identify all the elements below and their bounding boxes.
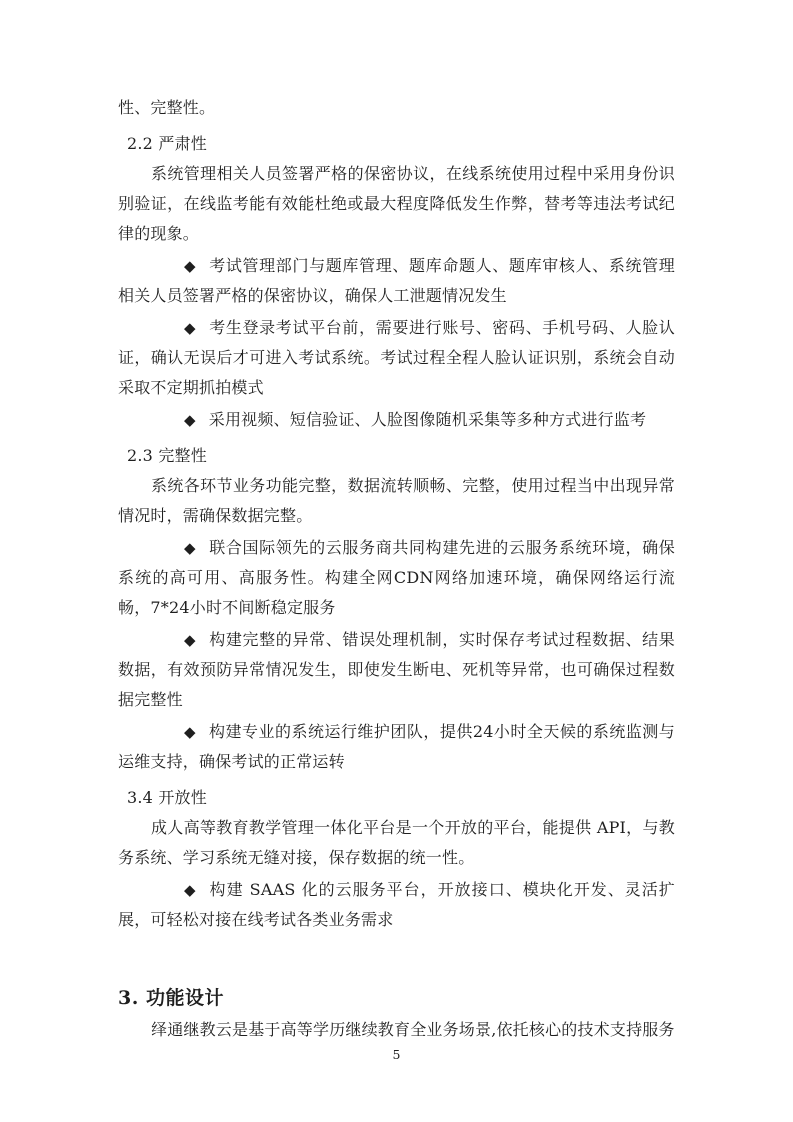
bullet-text: 构建专业的系统运行维护团队，提供24小时全天候的系统监测与运维支持，确保考试的正常运转 [118,722,675,771]
diamond-bullet-icon: ◆ [184,631,196,649]
bullet-item [118,313,675,403]
section-heading-3-4: 3.4 开放性 [127,788,207,807]
body-paragraph: 系统管理相关人员签署严格的保密协议，在线系统使用过程中采用身份识别验证，在线监考能有效能杜绝或最大程度降低发生作弊，替考等违法考试纪律的现象。 [118,164,675,243]
bullet-text: 构建 SAAS 化的云服务平台，开放接口、模块化开发、灵活扩展，可轻松对接在线考试各类业务需求 [118,880,675,929]
bullet-text: 考生登录考试平台前，需要进行账号、密码、手机号码、人脸认证，确认无误后才可进入考试系统。考试过程全程人脸认证识别，系统会自动采取不定期抓拍模式 [118,318,675,397]
diamond-bullet-icon: ◆ [184,881,196,899]
diamond-bullet-icon: ◆ [184,539,196,557]
bullet-text: 采用视频、短信验证、人脸图像随机采集等多种方式进行监考 [208,410,647,429]
section-heading-2-3: 2.3 完整性 [127,446,207,465]
bullet-text: 考试管理部门与题库管理、题库命题人、题库审核人、系统管理相关人员签署严格的保密协议，确保人工泄题情况发生 [118,256,675,305]
bullet-item [118,533,675,623]
chapter-heading: 3. 功能设计 [118,987,224,1009]
bullet-text: 联合国际领先的云服务商共同构建先进的云服务系统环境，确保系统的高可用、高服务性。构建全网CDN网络加速环境，确保网络运行流畅，7*24小时不间断稳定服务 [118,538,675,617]
bullet-item [118,625,675,715]
body-paragraph: 系统各环节业务功能完整，数据流转顺畅、完整，使用过程当中出现异常情况时，需确保数据完整。 [118,476,675,525]
page-footer [0,1047,793,1063]
diamond-bullet-icon: ◆ [184,319,196,337]
continuation-paragraph: 性、完整性。 [118,98,216,117]
bullet-item [118,875,675,935]
body-paragraph: 绎通继教云是基于高等学历继续教育全业务场景,依托核心的技术支持服务 [151,1020,675,1039]
bullet-text: 构建完整的异常、错误处理机制，实时保存考试过程数据、结果数据，有效预防异常情况发生，即使发生断电、死机等异常，也可确保过程数据完整性 [118,630,675,709]
diamond-bullet-icon: ◆ [184,723,196,741]
page-content [118,93,675,1045]
section-heading-2-2: 2.2 严肃性 [127,134,207,153]
bullet-item [118,405,675,435]
bullet-item [118,717,675,777]
bullet-item [118,251,675,311]
diamond-bullet-icon: ◆ [184,257,196,275]
diamond-bullet-icon: ◆ [184,411,196,429]
body-paragraph: 成人高等教育教学管理一体化平台是一个开放的平台，能提供 API，与教务系统、学习系统无缝对接，保存数据的统一性。 [118,818,675,867]
page-number: 5 [392,1047,401,1062]
